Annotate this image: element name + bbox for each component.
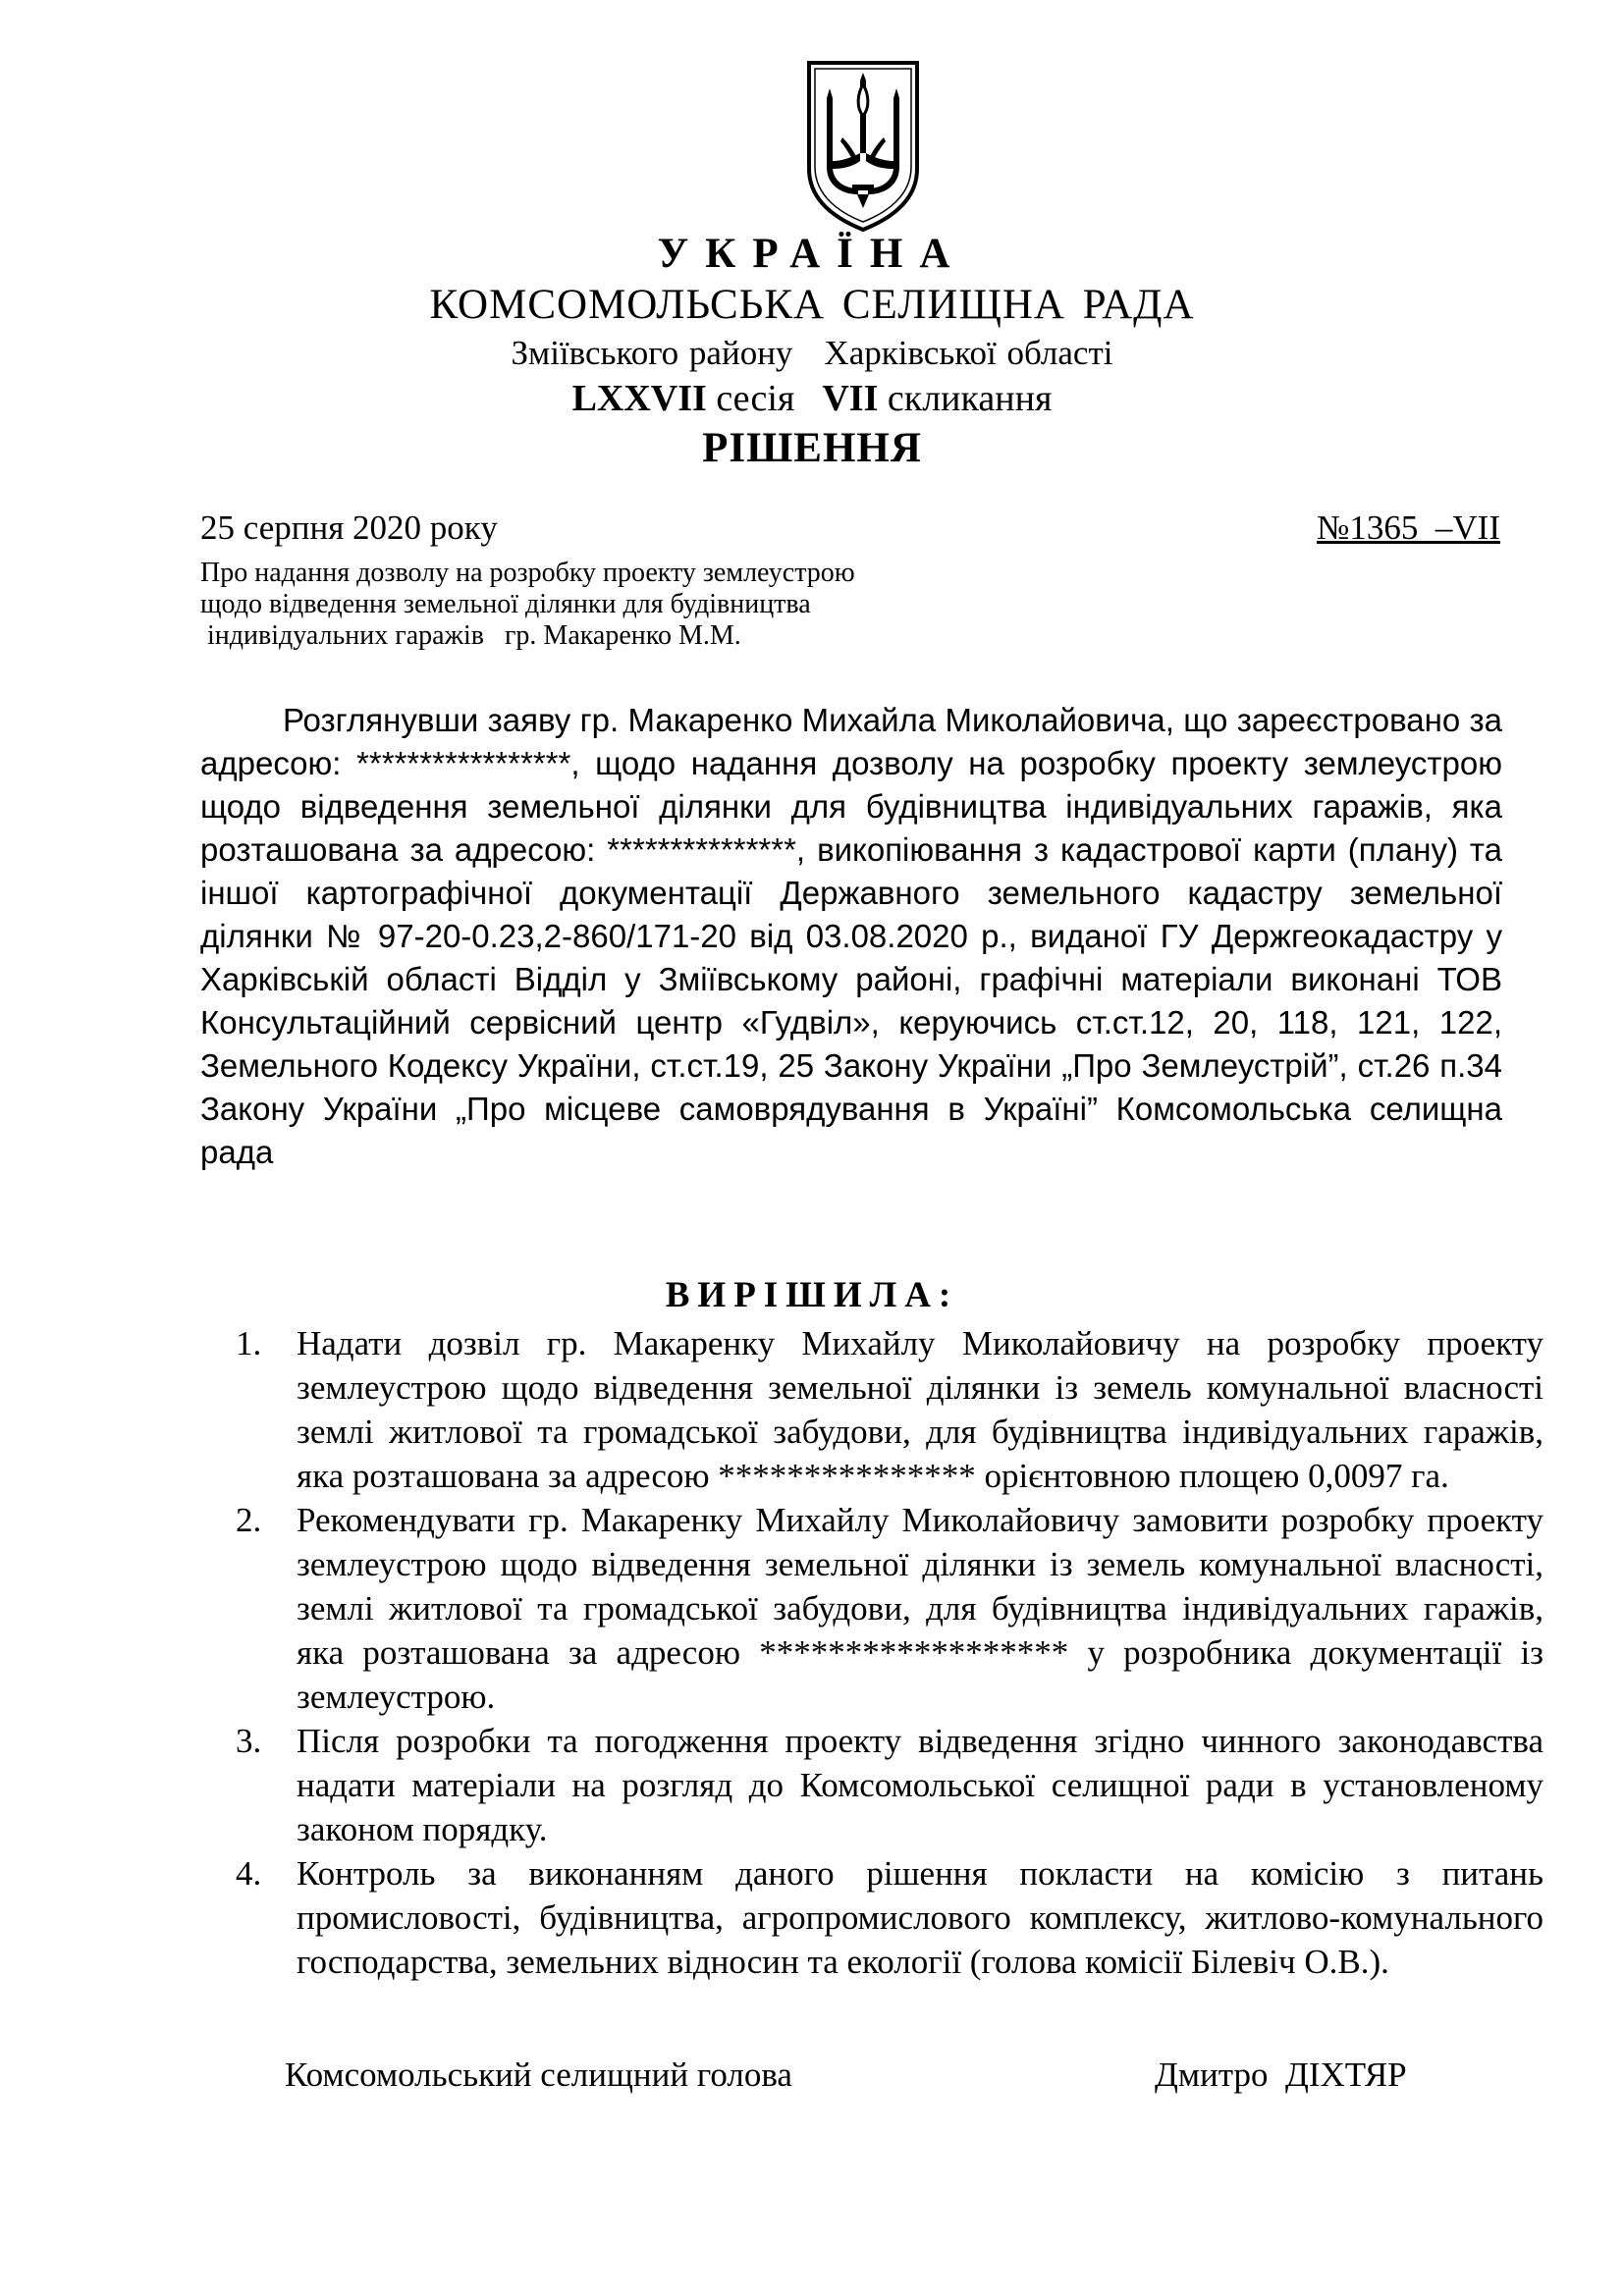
preamble-paragraph: Розглянувши заяву гр. Макаренко Михайла Миколайовича, що зареєстровано за адресою: *****************, щодо надання дозволу на розробку проекту землеустрою щодо відведення земельної ділянки для будівництва індивідуальних гаражів, яка розташована за адресою: ***************, викопіювання з кадастрової карти (плану) та іншої картографічної документації Державного земельного кадастру земельної ділянки № 97-20-0.23,2-860/171-20 від 03.08.2020 р., виданої ГУ Держгеокадастру у Харківській області Відділ у Зміївському районі, графічні матеріали виконані ТОВ Консультаційний сервісний центр «Гудвіл», керуючись ст.ст.12, 20, 118, 121, 122, Земельного Кодексу України, ст.ст.19, 25 Закону України „Про Землеустрій”, ст.26 п.34 Закону України „Про місцеве самоврядування в Україні” Комсомольська селищна рада <box>200 702 1502 1170</box>
session-line <box>0 377 1624 420</box>
trident-coat-of-arms-icon <box>803 59 923 234</box>
item-number: 2. <box>236 1501 262 1539</box>
item-number: 1. <box>236 1324 262 1362</box>
item-text: Надати дозвіл гр. Макаренку Михайлу Миколайовичу на розробку проекту землеустрою щодо відведення земельної ділянки із земель комунальної власності землі житлової та громадської забудови, для будівництва індивідуальних гаражів, яка розташована за адресою *************** орієнтовною площею 0,0097 га. <box>297 1324 1543 1495</box>
region-name: Харківської області <box>824 334 1113 372</box>
signatory-position: Комсомольський селищний голова <box>285 2056 792 2094</box>
council-title: КОМСОМОЛЬСЬКА СЕЛИЩНА РАДА <box>429 282 1195 328</box>
subject-line: Про надання дозволу на розробку проекту землеустрою <box>200 558 855 588</box>
item-number: 4. <box>236 1854 262 1893</box>
subject-line: щодо відведення земельної ділянки для будівництва <box>200 589 811 619</box>
signatory-name: Дмитро ДІХТЯР <box>1155 2056 1407 2094</box>
resolution-item <box>0 1498 1543 1719</box>
decision-subject <box>200 558 855 652</box>
item-text: Контроль за виконанням даного рішення покласти на комісію з питань промисловості, будівництва, агропромислового комплексу, житлово-комунального господарства, земельних відносин та екології (голова комісії Білевіч О.В.). <box>297 1854 1543 1981</box>
resolution-item <box>0 1851 1543 1984</box>
convocation-number: VII <box>822 378 879 419</box>
session-word: сесія <box>716 378 795 419</box>
item-text: Рекомендувати гр. Макаренку Михайлу Миколайовичу замовити розробку проекту землеустрою щодо відведення земельної ділянки із земель комунальної власності, землі житлової та громадської забудови, для будівництва індивідуальних гаражів, яка розташована за адресою ****************** у розробника документації із землеустрою. <box>297 1501 1543 1716</box>
resolution-items <box>0 1321 1624 1984</box>
resolution-item <box>0 1321 1543 1498</box>
item-text: Після розробки та погодження проекту відведення згідно чинного законодавства надати матеріали на розгляд до Комсомольської селищної ради в установленому законом порядку. <box>297 1722 1543 1848</box>
document-type-title: РІШЕННЯ <box>702 425 922 471</box>
session-number: LXXVII <box>571 378 707 419</box>
resolved-heading: ВИРІШИЛА: <box>665 1275 959 1315</box>
decision-number: №1365 –VII <box>1317 508 1500 547</box>
resolution-item <box>0 1719 1543 1851</box>
item-number: 3. <box>236 1722 262 1760</box>
district-line <box>0 334 1624 373</box>
country-title: УКРАЇНА <box>657 231 967 277</box>
decision-date: 25 серпня 2020 року <box>200 508 498 547</box>
convocation-word: скликання <box>887 378 1053 419</box>
district-name: Зміївського району <box>511 334 793 372</box>
subject-line: індивідуальних гаражів гр. Макаренко М.М. <box>200 620 741 651</box>
